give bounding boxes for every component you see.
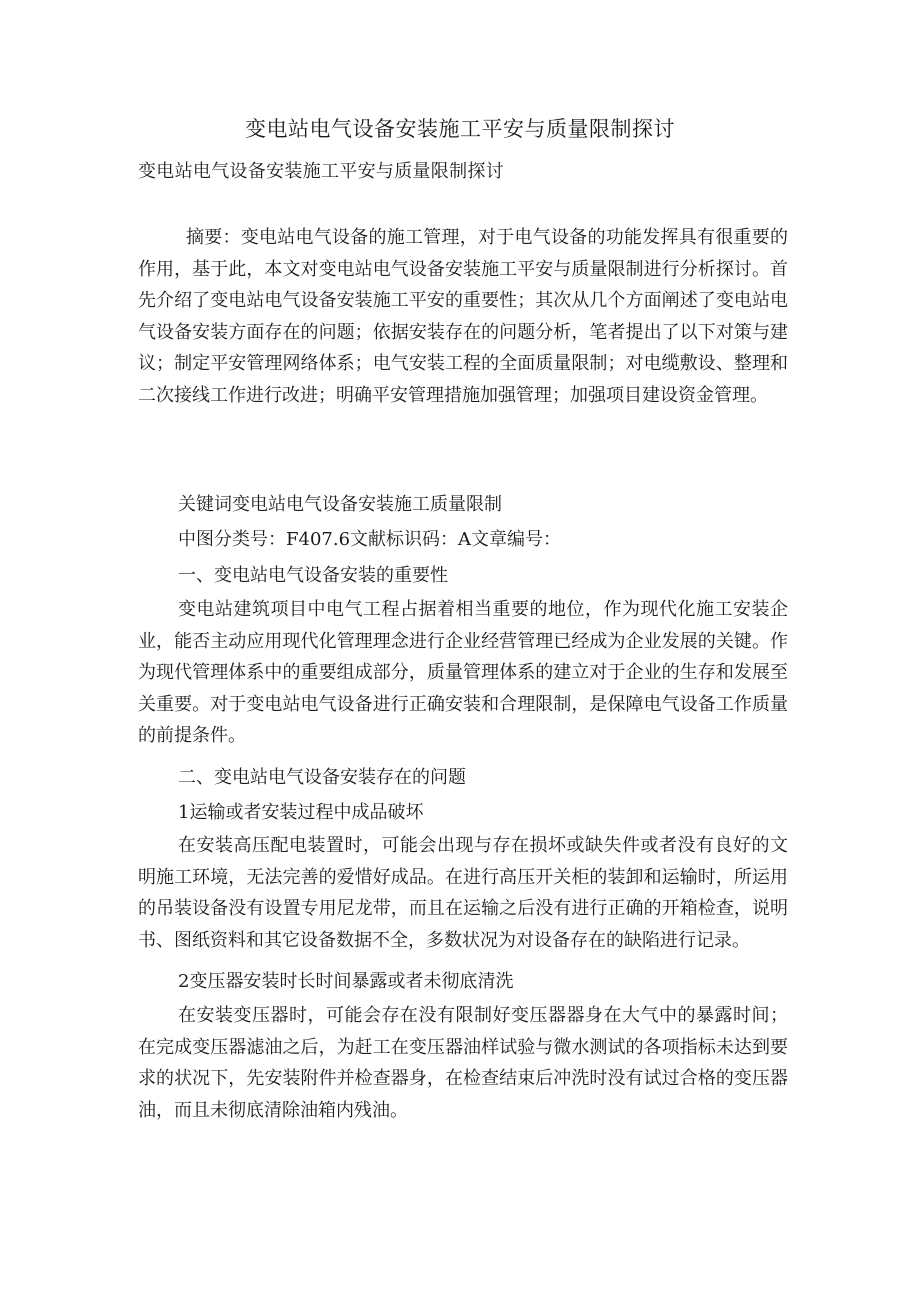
section2-heading: 二、变电站电气设备安装存在的问题	[178, 767, 466, 788]
subsection2-heading: 2变压器安装时长时间暴露或者未彻底清洗	[178, 971, 514, 992]
subsection2-body: 在安装变压器时，可能会存在没有限制好变压器器身在大气中的暴露时间；在完成变压器滤油之后，为赶工在变压器油样试验与微水测试的各项指标未达到要求的状况下，先安装附件并检查器身，在检查结束后冲洗时没有试过合格的变压器油，而且未彻底清除油箱内残油。	[138, 1005, 788, 1121]
subsection1-heading: 1运输或者安装过程中成品破坏	[178, 802, 424, 823]
document-subtitle: 变电站电气设备安装施工平安与质量限制探讨	[138, 161, 504, 182]
keywords-line: 关键词变电站电气设备安装施工质量限制	[178, 494, 502, 515]
section1-body: 变电站建筑项目中电气工程占据着相当重要的地位，作为现代化施工安装企业，能否主动应用现代化管理理念进行企业经营管理已经成为企业发展的关键。作为现代管理体系中的重要组成部分，质量管理体系的建立对于企业的生存和发展至关重要。对于变电站电气设备进行正确安装和合理限制，是保障电气设备工作质量的前提条件。	[138, 599, 788, 746]
document-title: 变电站电气设备安装施工平安与质量限制探讨	[245, 117, 675, 141]
classification-line: 中图分类号：F407.6文献标识码：A文章编号：	[178, 529, 562, 550]
subsection1-body: 在安装高压配电装置时，可能会出现与存在损坏或缺失件或者没有良好的文明施工环境，无法完善的爱惜好成品。在进行高压开关柜的装卸和运输时，所运用的吊装设备没有设置专用尼龙带，而且在运输之后没有进行正确的开箱检查，说明书、图纸资料和其它设备数据不全，多数状况为对设备存在的缺陷进行记录。	[138, 835, 788, 951]
abstract-paragraph: 摘要：变电站电气设备的施工管理，对于电气设备的功能发挥具有很重要的作用，基于此，本文对变电站电气设备安装施工平安与质量限制进行分析探讨。首先介绍了变电站电气设备安装施工平安的重要性；其次从几个方面阐述了变电站电气设备安装方面存在的问题；依据安装存在的问题分析，笔者提出了以下对策与建议；制定平安管理网络体系；电气安装工程的全面质量限制；对电缆敷设、整理和二次接线工作进行改进；明确平安管理措施加强管理；加强项目建设资金管理。	[138, 227, 788, 406]
section1-heading: 一、变电站电气设备安装的重要性	[178, 565, 448, 586]
